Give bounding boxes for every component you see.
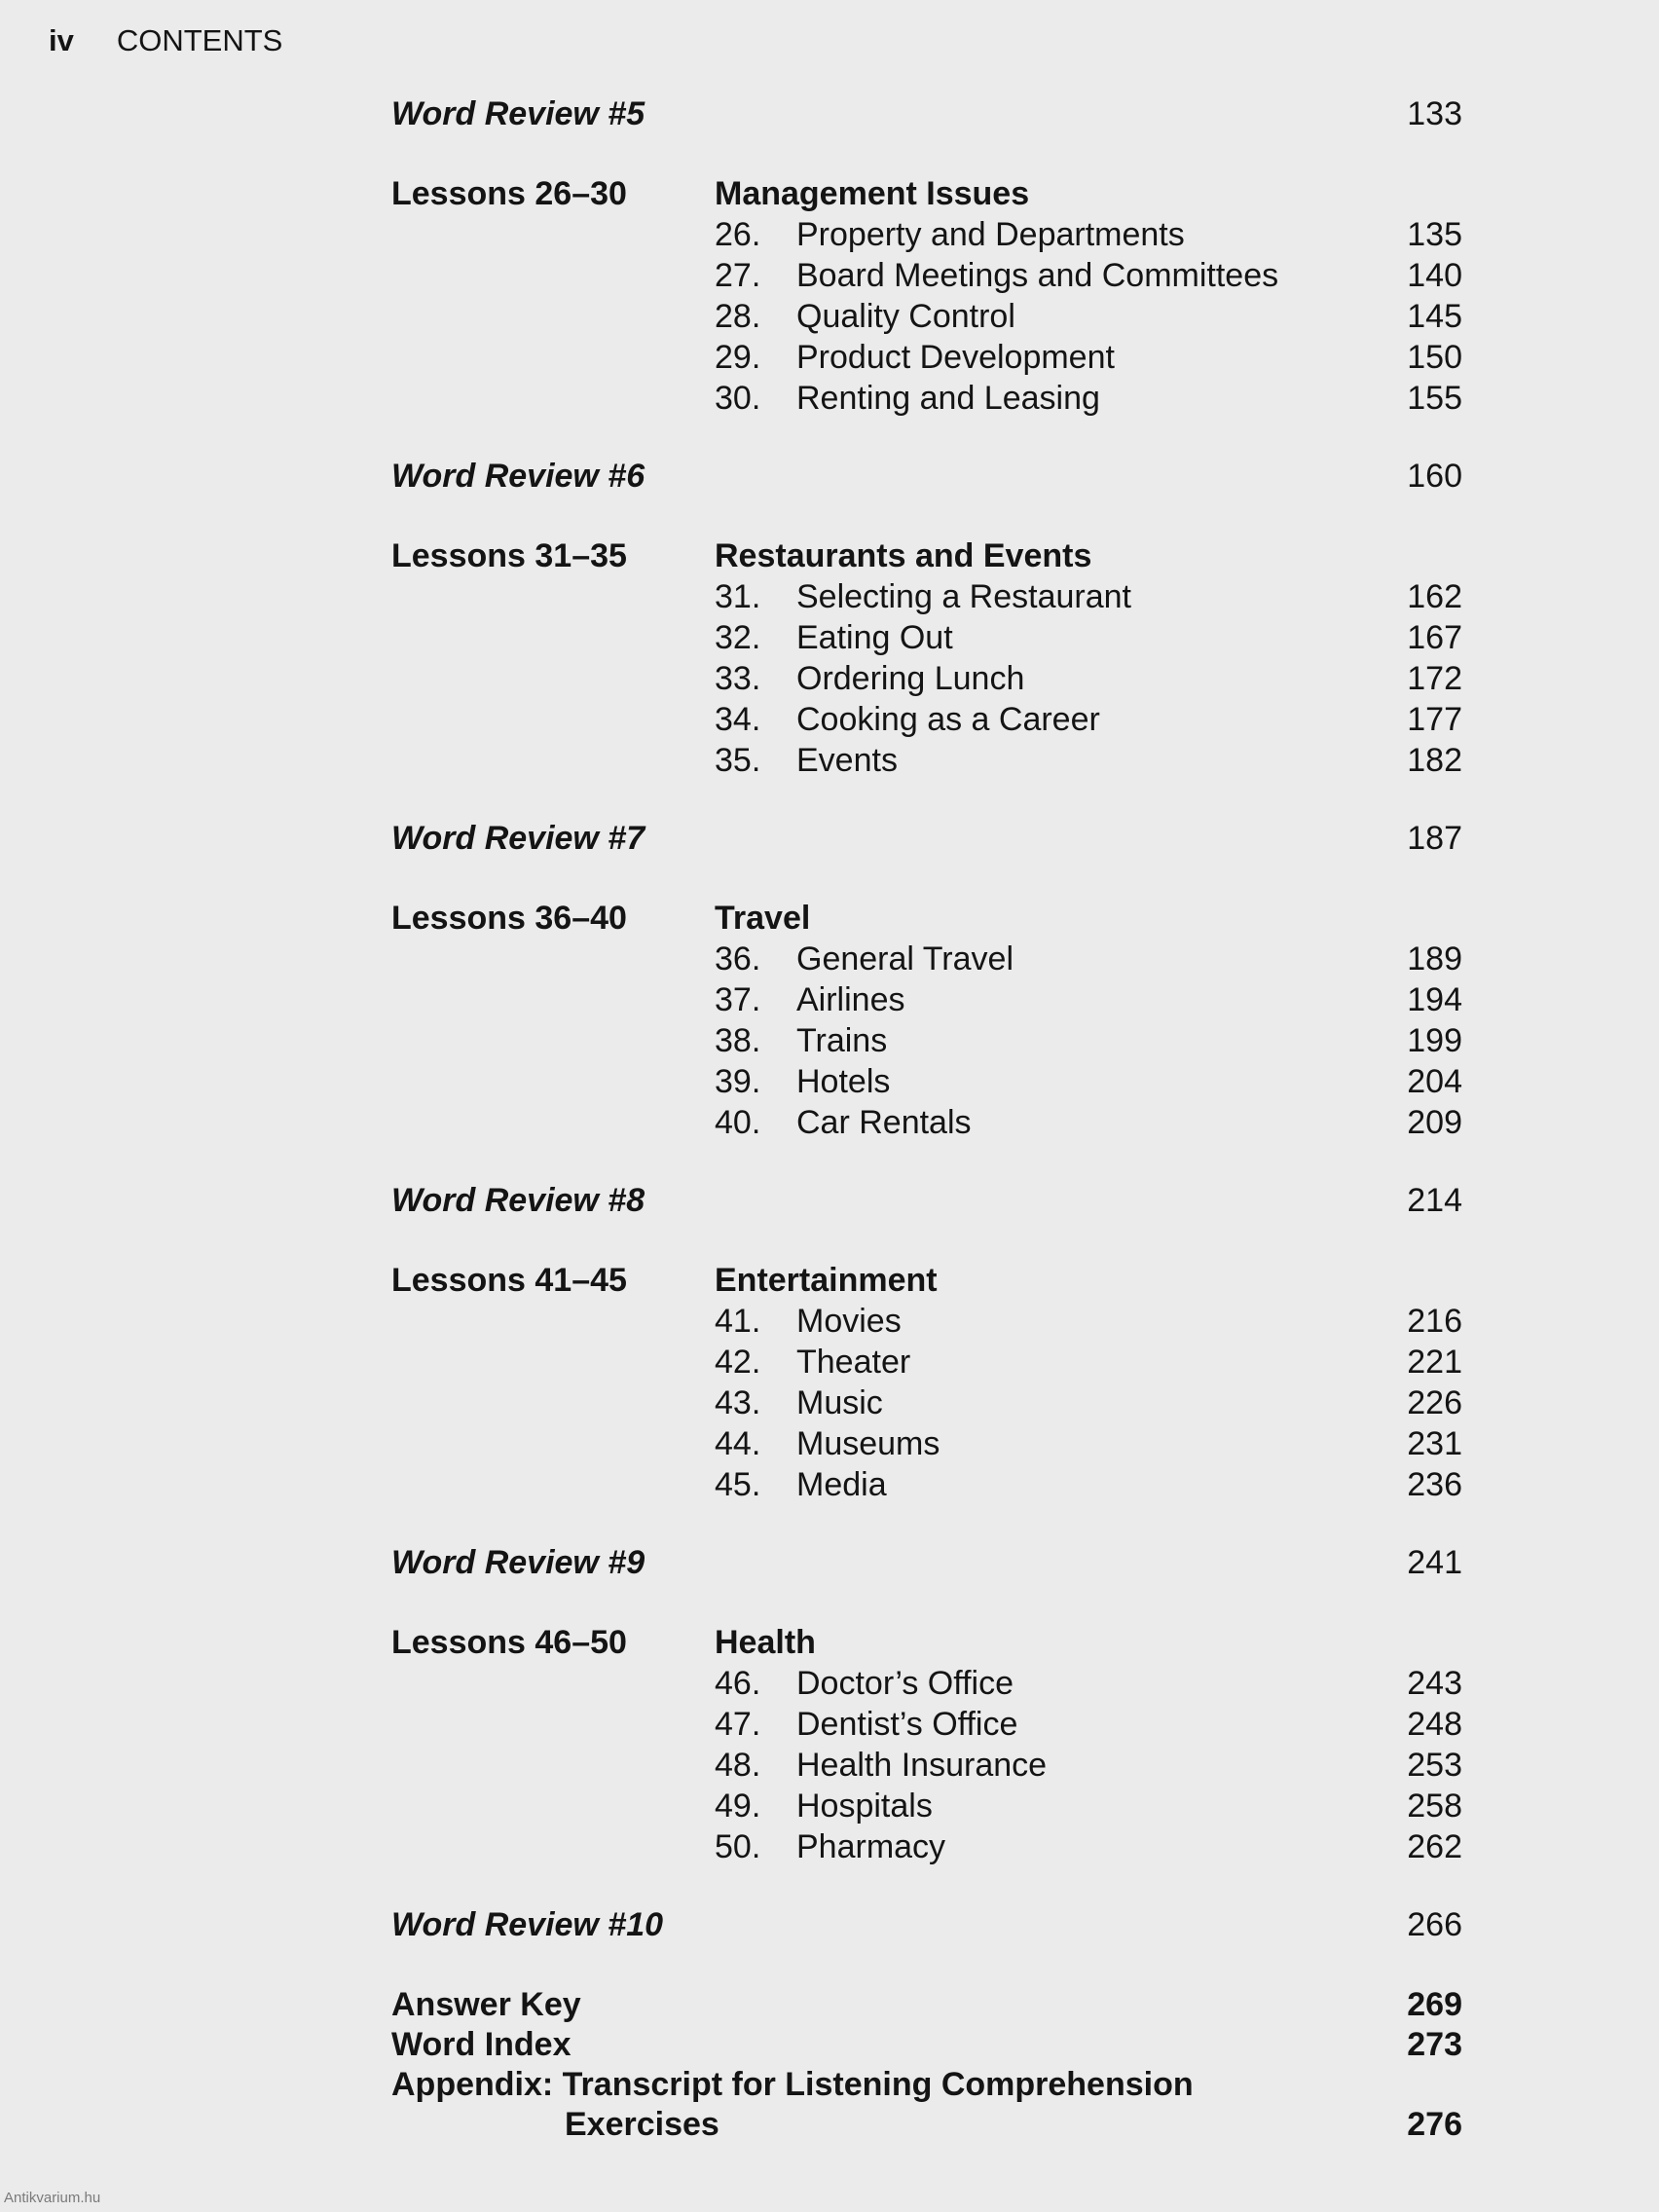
word-review-page: 187: [1407, 820, 1462, 857]
lesson-page: 243: [1407, 1665, 1462, 1702]
word-review-entry: [391, 1180, 1462, 1223]
lesson-title: Hospitals: [796, 1788, 933, 1825]
lesson-page: 204: [1407, 1063, 1462, 1100]
lesson-title: Dentist’s Office: [796, 1706, 1018, 1743]
lesson-page: 216: [1407, 1303, 1462, 1340]
lesson-page: 236: [1407, 1466, 1462, 1503]
section-body: [715, 898, 1462, 1143]
lesson-item: [715, 1382, 1462, 1423]
lesson-item: [715, 576, 1462, 617]
answer-key-title: Answer Key: [391, 1986, 581, 2023]
lesson-page: 172: [1407, 660, 1462, 697]
lesson-page: 167: [1407, 619, 1462, 656]
lesson-title: Property and Departments: [796, 216, 1185, 253]
lesson-number: 42.: [715, 1344, 761, 1381]
lesson-item: [715, 1301, 1462, 1342]
lesson-item: [715, 1061, 1462, 1102]
word-review-entry: [391, 93, 1462, 136]
lesson-page: 258: [1407, 1788, 1462, 1825]
page-number: iv: [49, 23, 74, 57]
lesson-number: 48.: [715, 1747, 761, 1784]
lesson-section: [391, 1260, 1462, 1505]
lesson-number: 27.: [715, 257, 761, 294]
lesson-number: 45.: [715, 1466, 761, 1503]
lesson-number: 32.: [715, 619, 761, 656]
lesson-item: [715, 296, 1462, 337]
section-body: [715, 1622, 1462, 1867]
lesson-number: 40.: [715, 1104, 761, 1141]
lesson-item: [715, 1786, 1462, 1826]
word-review-page: 214: [1407, 1182, 1462, 1219]
lesson-section: [391, 535, 1462, 781]
word-review-entry: [391, 818, 1462, 861]
lesson-number: 35.: [715, 742, 761, 779]
lesson-page: 177: [1407, 701, 1462, 738]
lesson-number: 46.: [715, 1665, 761, 1702]
word-review-title: Word Review #10: [391, 1906, 664, 1943]
lesson-page: 162: [1407, 578, 1462, 615]
lesson-number: 43.: [715, 1384, 761, 1421]
lesson-title: Movies: [796, 1303, 902, 1340]
word-review-title: Word Review #7: [391, 820, 645, 857]
word-index-page: 273: [1407, 2026, 1462, 2063]
word-review-page: 266: [1407, 1906, 1462, 1943]
lesson-item: [715, 979, 1462, 1020]
header-title: CONTENTS: [116, 23, 283, 57]
lesson-item: [715, 939, 1462, 979]
table-of-contents: [391, 93, 1462, 2144]
section-body: [715, 1260, 1462, 1505]
lesson-page: 150: [1407, 339, 1462, 376]
lesson-range: Lessons 36–40: [391, 900, 627, 937]
lesson-title: Music: [796, 1384, 883, 1421]
lesson-item: [715, 1464, 1462, 1505]
lesson-number: 30.: [715, 380, 761, 417]
lesson-page: 209: [1407, 1104, 1462, 1141]
appendix-page: 276: [1407, 2106, 1462, 2143]
lesson-page: 262: [1407, 1828, 1462, 1865]
lesson-item: [715, 1745, 1462, 1786]
lesson-item: [715, 255, 1462, 296]
lesson-number: 36.: [715, 940, 761, 977]
lesson-number: 50.: [715, 1828, 761, 1865]
watermark: Antikvarium.hu: [4, 2190, 101, 2206]
lesson-page: 182: [1407, 742, 1462, 779]
lesson-item: [715, 1423, 1462, 1464]
word-review-entry: [391, 456, 1462, 498]
lesson-page: 221: [1407, 1344, 1462, 1381]
lesson-item: [715, 658, 1462, 699]
section-body: [715, 173, 1462, 419]
lesson-item: [715, 1020, 1462, 1061]
section-name: Management Issues: [715, 175, 1030, 212]
lesson-item: [715, 1704, 1462, 1745]
lesson-title: Health Insurance: [796, 1747, 1048, 1784]
lesson-page: 226: [1407, 1384, 1462, 1421]
lesson-number: 41.: [715, 1303, 761, 1340]
word-review-page: 160: [1407, 458, 1462, 495]
lesson-title: Media: [796, 1466, 887, 1503]
word-review-title: Word Review #8: [391, 1182, 645, 1219]
lesson-page: 248: [1407, 1706, 1462, 1743]
lesson-number: 33.: [715, 660, 761, 697]
lesson-number: 34.: [715, 701, 761, 738]
lesson-title: Car Rentals: [796, 1104, 972, 1141]
word-review-entry: [391, 1904, 1462, 1947]
word-review-page: 241: [1407, 1544, 1462, 1581]
lesson-page: 155: [1407, 380, 1462, 417]
lesson-page: 189: [1407, 940, 1462, 977]
lesson-number: 31.: [715, 578, 761, 615]
lesson-number: 44.: [715, 1425, 761, 1462]
answer-key-entry: [391, 1984, 1462, 2024]
lesson-item: [715, 1826, 1462, 1867]
word-review-title: Word Review #5: [391, 95, 645, 132]
lesson-title: General Travel: [796, 940, 1014, 977]
lesson-section: [391, 898, 1462, 1143]
lesson-title: Cooking as a Career: [796, 701, 1100, 738]
lesson-title: Doctor’s Office: [796, 1665, 1014, 1702]
lesson-title: Events: [796, 742, 898, 779]
lesson-section: [391, 173, 1462, 419]
page-header: [49, 23, 282, 58]
lesson-title: Museums: [796, 1425, 940, 1462]
lesson-title: Renting and Leasing: [796, 380, 1100, 417]
lesson-page: 231: [1407, 1425, 1462, 1462]
lesson-item: [715, 740, 1462, 781]
section-name: Travel: [715, 900, 811, 937]
word-review-entry: [391, 1542, 1462, 1585]
lesson-title: Ordering Lunch: [796, 660, 1025, 697]
lesson-item: [715, 1102, 1462, 1143]
word-index-entry: [391, 2024, 1462, 2064]
section-body: [715, 535, 1462, 781]
lesson-item: [715, 337, 1462, 378]
lesson-number: 39.: [715, 1063, 761, 1100]
lesson-range: Lessons 41–45: [391, 1262, 627, 1299]
lesson-page: 253: [1407, 1747, 1462, 1784]
lesson-page: 199: [1407, 1022, 1462, 1059]
lesson-page: 145: [1407, 298, 1462, 335]
lesson-number: 26.: [715, 216, 761, 253]
lesson-range: Lessons 26–30: [391, 175, 627, 212]
lesson-page: 140: [1407, 257, 1462, 294]
section-name: Restaurants and Events: [715, 537, 1092, 574]
lesson-item: [715, 699, 1462, 740]
word-review-title: Word Review #9: [391, 1544, 645, 1581]
lesson-page: 194: [1407, 981, 1462, 1018]
lesson-title: Eating Out: [796, 619, 953, 656]
appendix-entry-continued: [391, 2104, 1462, 2144]
section-name: Health: [715, 1624, 816, 1661]
lesson-number: 29.: [715, 339, 761, 376]
lesson-number: 37.: [715, 981, 761, 1018]
lesson-title: Product Development: [796, 339, 1115, 376]
word-review-page: 133: [1407, 95, 1462, 132]
answer-key-page: 269: [1407, 1986, 1462, 2023]
lesson-title: Selecting a Restaurant: [796, 578, 1131, 615]
lesson-number: 49.: [715, 1788, 761, 1825]
lesson-item: [715, 617, 1462, 658]
lesson-page: 135: [1407, 216, 1462, 253]
appendix-title-continued: Exercises: [565, 2106, 719, 2143]
lesson-range: Lessons 46–50: [391, 1624, 627, 1661]
lesson-title: Trains: [796, 1022, 888, 1059]
appendix-title: Appendix: Transcript for Listening Comprehension: [391, 2066, 1194, 2103]
lesson-number: 47.: [715, 1706, 761, 1743]
lesson-title: Theater: [796, 1344, 911, 1381]
lesson-title: Quality Control: [796, 298, 1015, 335]
section-name: Entertainment: [715, 1262, 938, 1299]
lesson-number: 38.: [715, 1022, 761, 1059]
lesson-title: Board Meetings and Committees: [796, 257, 1279, 294]
lesson-title: Hotels: [796, 1063, 891, 1100]
lesson-section: [391, 1622, 1462, 1867]
lesson-range: Lessons 31–35: [391, 537, 627, 574]
lesson-item: [715, 1663, 1462, 1704]
lesson-item: [715, 378, 1462, 419]
lesson-number: 28.: [715, 298, 761, 335]
lesson-item: [715, 214, 1462, 255]
word-review-title: Word Review #6: [391, 458, 645, 495]
back-matter: [391, 1984, 1462, 2144]
word-index-title: Word Index: [391, 2026, 571, 2063]
appendix-entry: [391, 2064, 1462, 2104]
lesson-title: Airlines: [796, 981, 905, 1018]
lesson-title: Pharmacy: [796, 1828, 946, 1865]
lesson-item: [715, 1342, 1462, 1382]
